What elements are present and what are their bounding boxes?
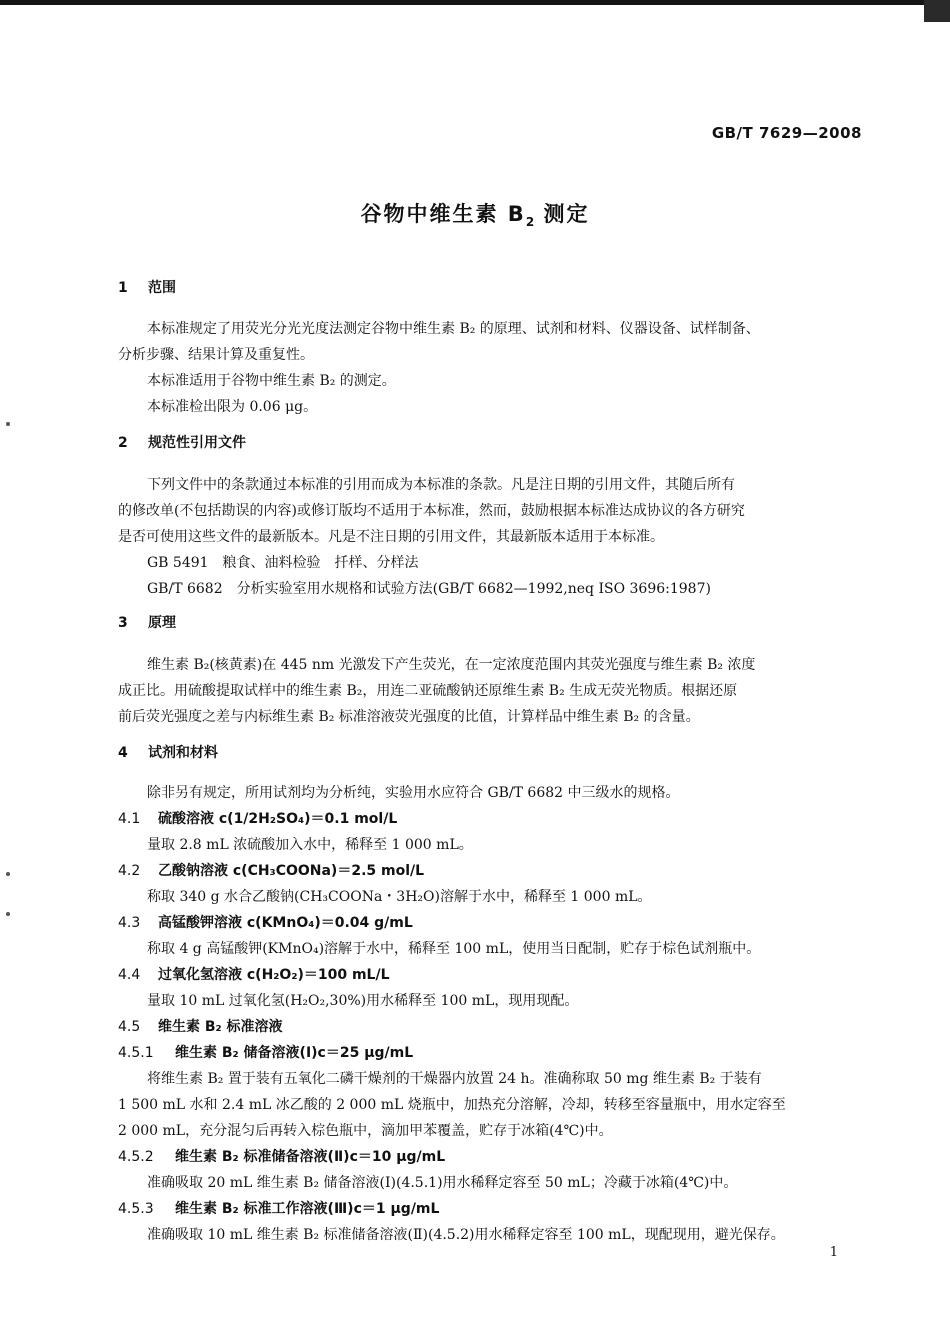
paragraph-line: 2 000 mL，充分混匀后再转入棕色瓶中，滴加甲苯覆盖，贮存于冰箱(4℃)中。 <box>118 1123 613 1139</box>
scan-dot <box>6 912 10 916</box>
section-3-heading: 3 原理 <box>118 615 176 631</box>
paragraph-line: 的修改单(不包括勘误的内容)或修订版均不适用于本标准，然而，鼓励根据本标准达成协议的各方研究 <box>118 503 745 519</box>
paragraph-line: 成正比。用硫酸提取试样中的维生素 B₂，用连二亚硫酸钠还原维生素 B₂ 生成无荧光物质。根据还原 <box>118 683 738 699</box>
item-4-3-heading: 4.3 高锰酸钾溶液 c(KMnO₄)＝0.04 g/mL <box>118 915 413 931</box>
paragraph-line: 本标准规定了用荧光分光光度法测定谷物中维生素 B₂ 的原理、试剂和材料、仪器设备、试样制备、 <box>147 321 760 337</box>
item-4-5-2-heading: 4.5.2 维生素 B₂ 标准储备溶液(Ⅱ)c＝10 μg/mL <box>118 1149 446 1165</box>
paragraph-line: 准确吸取 20 mL 维生素 B₂ 储备溶液(Ⅰ)(4.5.1)用水稀释定容至 50 mL；冷藏于冰箱(4℃)中。 <box>147 1175 738 1191</box>
document-title: 谷物中维生素 $B_2$ 测定 <box>360 202 590 230</box>
reference-item: GB 5491 粮食、油料检验 扦样、分样法 <box>147 555 419 571</box>
paragraph-line: 前后荧光强度之差与内标维生素 B₂ 标准溶液荧光强度的比值，计算样品中维生素 B₂ 的含量。 <box>118 709 700 725</box>
paragraph-line: 量取 2.8 mL 浓硫酸加入水中，稀释至 1 000 mL。 <box>147 837 473 853</box>
paragraph-line: 下列文件中的条款通过本标准的引用而成为本标准的条款。凡是注日期的引用文件，其随后所有 <box>147 477 735 493</box>
scan-dot <box>6 872 10 876</box>
item-4-5-1-heading: 4.5.1 维生素 B₂ 储备溶液(Ⅰ)c＝25 μg/mL <box>118 1045 414 1061</box>
item-4-2-heading: 4.2 乙酸钠溶液 c(CH₃COONa)＝2.5 mol/L <box>118 863 425 879</box>
paragraph-line: 本标准检出限为 0.06 μg。 <box>147 399 318 415</box>
paragraph-line: 1 500 mL 水和 2.4 mL 冰乙酸的 2 000 mL 烧瓶中，加热充分溶解，冷却，转移至容量瓶中，用水定容至 <box>118 1097 786 1113</box>
paragraph-line: 量取 10 mL 过氧化氢(H₂O₂,30%)用水稀释至 100 mL，现用现配。 <box>147 993 579 1009</box>
paragraph-line: 称取 4 g 高锰酸钾(KMnO₄)溶解于水中，稀释至 100 mL，使用当日配制，贮存于棕色试剂瓶中。 <box>147 941 761 957</box>
item-4-4-heading: 4.4 过氧化氢溶液 c(H₂O₂)＝100 mL/L <box>118 967 390 983</box>
item-4-1-heading: 4.1 硫酸溶液 c(1/2H₂SO₄)＝0.1 mol/L <box>118 811 398 827</box>
paragraph-line: 称取 340 g 水合乙酸钠(CH₃COONa・3H₂O)溶解于水中，稀释至 1 000 mL。 <box>147 889 652 905</box>
scan-top-edge <box>0 0 950 5</box>
section-4-heading: 4 试剂和材料 <box>118 745 218 761</box>
standard-number: GB/T 7629—2008 <box>711 124 862 142</box>
section-1-heading: 1 范围 <box>118 280 176 296</box>
section-2-heading: 2 规范性引用文件 <box>118 435 246 451</box>
paragraph-line: 将维生素 B₂ 置于装有五氧化二磷干燥剂的干燥器内放置 24 h。准确称取 50 mg 维生素 B₂ 于装有 <box>147 1071 762 1087</box>
paragraph-line: 准确吸取 10 mL 维生素 B₂ 标准储备溶液(Ⅱ)(4.5.2)用水稀释定容至 100 mL，现配现用，避光保存。 <box>147 1227 785 1243</box>
paragraph-line: 分析步骤、结果计算及重复性。 <box>118 347 314 363</box>
reference-item: GB/T 6682 分析实验室用水规格和试验方法(GB/T 6682—1992,neq ISO 3696:1987) <box>147 581 711 597</box>
paragraph-line: 维生素 B₂(核黄素)在 445 nm 光激发下产生荧光，在一定浓度范围内其荧光强度与维生素 B₂ 浓度 <box>147 657 756 673</box>
paragraph-line: 本标准适用于谷物中维生素 B₂ 的测定。 <box>147 373 396 389</box>
scan-dot <box>6 422 10 426</box>
page-number: 1 <box>829 1245 838 1260</box>
item-4-5-heading: 4.5 维生素 B₂ 标准溶液 <box>118 1019 283 1035</box>
scan-corner-mark <box>924 0 950 22</box>
paragraph-line: 是否可使用这些文件的最新版本。凡是不注日期的引用文件，其最新版本适用于本标准。 <box>118 529 664 545</box>
item-4-5-3-heading: 4.5.3 维生素 B₂ 标准工作溶液(Ⅲ)c＝1 μg/mL <box>118 1201 440 1217</box>
paragraph-line: 除非另有规定，所用试剂均为分析纯，实验用水应符合 GB/T 6682 中三级水的规格。 <box>147 785 680 801</box>
